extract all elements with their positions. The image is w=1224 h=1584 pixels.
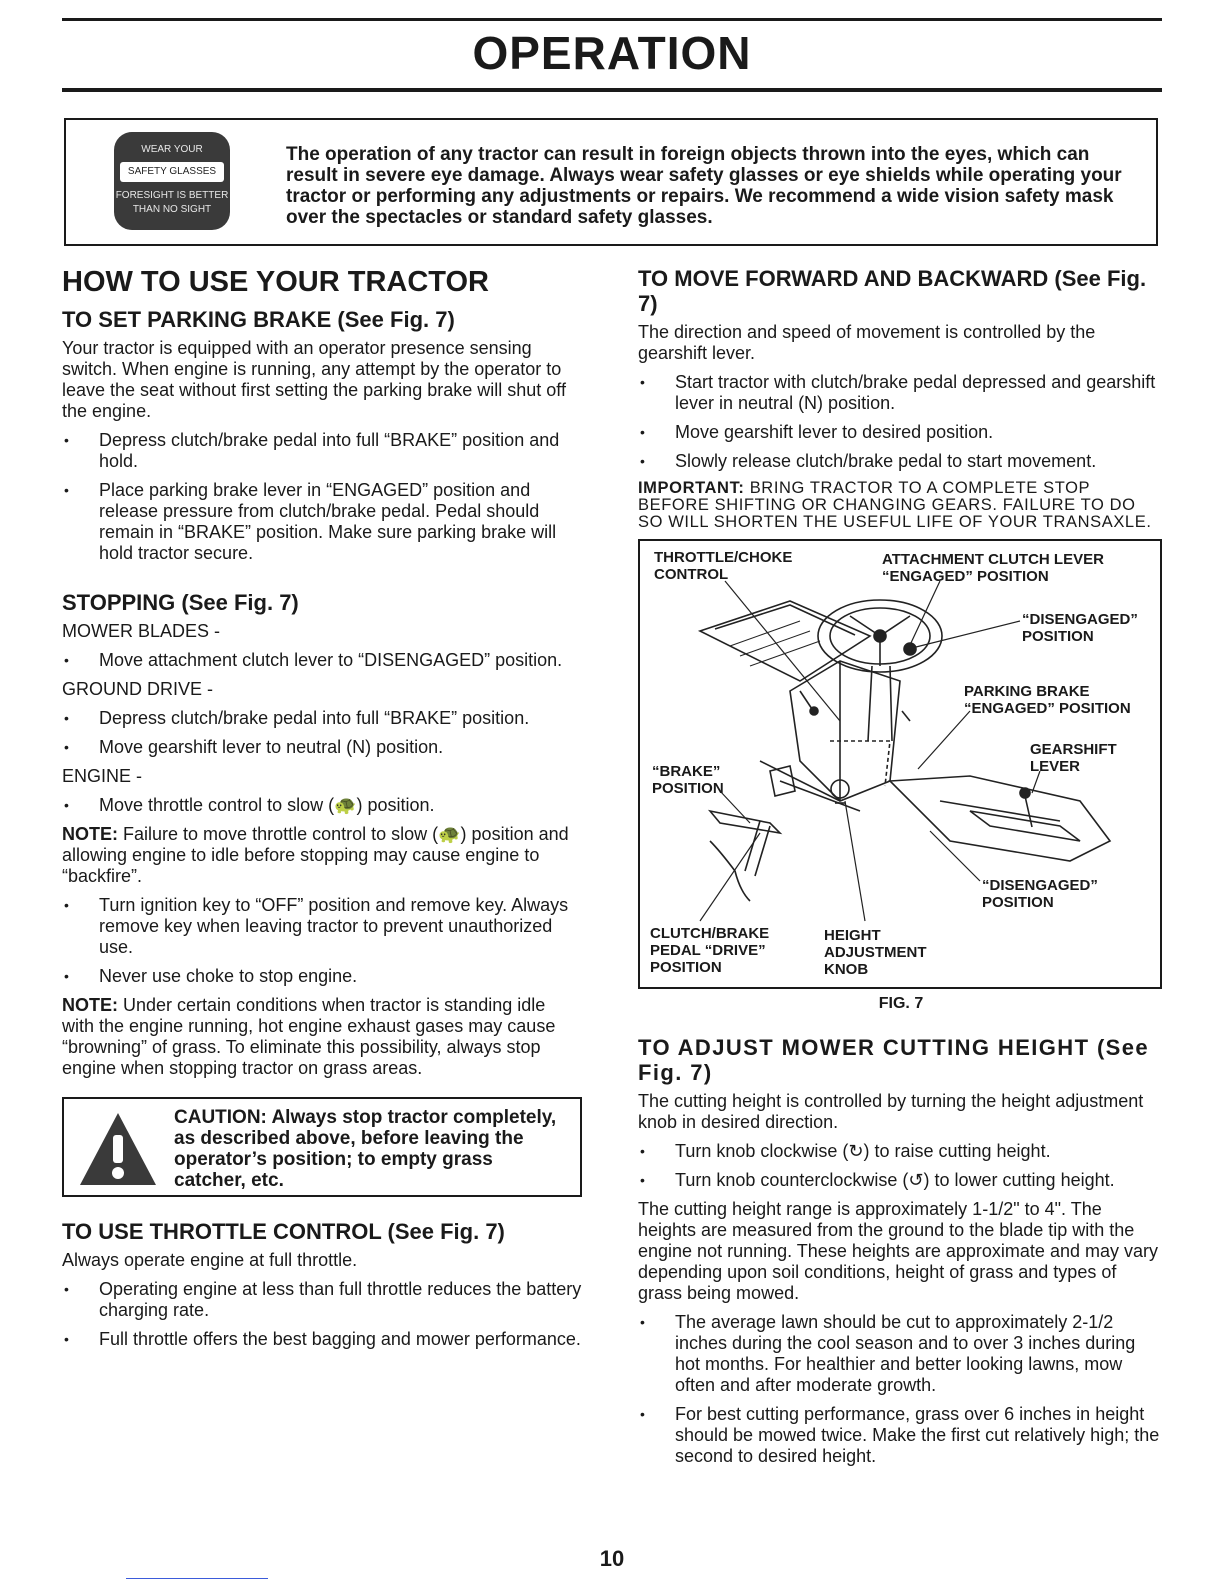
logo-bottom-text-1: FORESIGHT IS BETTER [115,190,229,201]
logo-top-text: WEAR YOUR [141,144,203,155]
safety-glasses-logo [114,132,230,230]
caution-text: CAUTION: Always stop tractor completely, as described above, before leaving the operator’s position; to empty grass catcher, etc. [174,1107,557,1191]
label-line: PEDAL “DRIVE” [650,942,766,959]
label-throttle-choke [654,549,792,583]
heading-forward-backward: TO MOVE FORWARD AND BACKWARD (See Fig. 7) [638,266,1147,316]
stopping-ground-bullet: • Depress clutch/brake pedal into full “BRAKE” position. [62,708,582,729]
safety-notice-text: The operation of any tractor can result in foreign objects thrown into the eyes, which can result in severe eye damage. Always wear safety glasses or eye shields while operating your tractor or performing any adjustments or repairs. We recommend a wide vision safety mask over the spectacles or standard safety glasses. [286,144,1122,228]
parking-brake-bullet: • Place parking brake lever in “ENGAGED” position and release pressure from clutch/brake pedal. Pedal should remain in “BRAKE” position. Make sure parking brake will hold tractor secure. [62,480,582,564]
label-line: THROTTLE/CHOKE [654,549,793,566]
label-line: POSITION [652,780,724,797]
cutting-height-intro: The cutting height is controlled by turning the height adjustment knob in desired direction. [638,1091,1144,1132]
logo-middle-text: SAFETY GLASSES [120,162,224,182]
stopping-engine-bullet: • Never use choke to stop engine. [62,966,582,987]
forward-intro: The direction and speed of movement is controlled by the gearshift lever. [638,322,1096,363]
cutting-height-bullet: • For best cutting performance, grass over 6 inches in height should be mowed twice. Make the first cut relatively high; the second to desired height. [638,1404,1164,1467]
label-line: “BRAKE” [652,763,721,780]
label-attachment-clutch [882,551,1104,585]
forward-bullet: • Slowly release clutch/brake pedal to start movement. [638,451,1164,472]
label-line: POSITION [982,894,1054,911]
important-notice [638,480,1164,531]
label-disengaged-2 [982,877,1098,911]
heading-cutting-height: TO ADJUST MOWER CUTTING HEIGHT (See Fig. 7) [638,1035,1150,1085]
warning-icon [78,1111,158,1187]
throttle-bullet: • Full throttle offers the best bagging and mower performance. [62,1329,582,1350]
footer-underline [126,1578,268,1579]
label-line: “DISENGAGED” [982,877,1098,894]
stopping-ground-bullet: • Move gearshift lever to neutral (N) position. [62,737,582,758]
throttle-bullet: • Operating engine at less than full throttle reduces the battery charging rate. [62,1279,582,1321]
heading-parking-brake: TO SET PARKING BRAKE (See Fig. 7) [62,307,455,332]
note-text: Under certain conditions when tractor is standing idle with the engine running, hot engine exhaust gases may cause “browning” of grass. To eliminate this possibility, always stop engine when stopping tractor on grass areas. [62,995,556,1078]
label-line: “ENGAGED” POSITION [882,568,1049,585]
label-line: ATTACHMENT CLUTCH LEVER [882,551,1104,568]
cutting-height-bullet: • The average lawn should be cut to approximately 2-1/2 inches during the cool season and to over 3 inches during hot months. For healthier and better looking lawns, mow often and after moderate growth. [638,1312,1164,1396]
label-line: PARKING BRAKE [964,683,1090,700]
note-label: NOTE: [62,824,118,844]
label-height-knob [824,927,927,978]
label-line: POSITION [1022,628,1094,645]
left-column [62,266,582,1358]
label-line: GEARSHIFT [1030,741,1117,758]
stopping-mower-label: MOWER BLADES - [62,621,221,641]
label-parking-brake [964,683,1131,717]
label-gearshift [1030,741,1117,775]
throttle-intro: Always operate engine at full throttle. [62,1250,358,1270]
label-clutch-brake-pedal [650,925,769,976]
label-line: CONTROL [654,566,729,583]
label-line: KNOB [824,961,869,978]
parking-brake-bullet: • Depress clutch/brake pedal into full “BRAKE” position and hold. [62,430,582,472]
forward-bullet: • Move gearshift lever to desired position. [638,422,1164,443]
important-text: BRING TRACTOR TO A COMPLETE STOP BEFORE SHIFTING OR CHANGING GEARS. FAILURE TO DO SO WILL SHORTEN THE USEFUL LIFE OF YOUR TRANSAXLE. [638,479,1152,531]
label-line: “ENGAGED” POSITION [964,700,1131,717]
title-rule [62,88,1162,92]
right-column [638,266,1164,1475]
section-heading-how-to-use: HOW TO USE YOUR TRACTOR [62,266,489,298]
label-disengaged-1 [1022,611,1138,645]
label-line: POSITION [650,959,722,976]
label-line: ADJUSTMENT [824,944,927,961]
figure-caption: FIG. 7 [878,995,924,1012]
label-line: “DISENGAGED” [1022,611,1138,628]
stopping-note-2 [62,995,582,1079]
stopping-mower-bullet: • Move attachment clutch lever to “DISENGAGED” position. [62,650,582,671]
cutting-height-range: The cutting height range is approximately 1-1/2" to 4". The heights are measured from the ground to the blade tip with the engine not running. These heights are approximate and may vary depending upon soil conditions, height of grass and types of grass being mowed. [638,1199,1158,1303]
caution-box [62,1097,582,1197]
important-label: IMPORTANT: [638,479,745,497]
stopping-engine-bullet: • Move throttle control to slow (🐢) position. [62,795,582,816]
forward-bullet: • Start tractor with clutch/brake pedal depressed and gearshift lever in neutral (N) position. [638,372,1164,414]
page-number: 10 [599,1546,625,1571]
top-rule [62,18,1162,21]
safety-notice [64,118,1158,246]
note-label: NOTE: [62,995,118,1015]
figure-7 [638,539,1162,989]
note-text: Failure to move throttle control to slow (🐢) position and allowing engine to idle before stopping may cause engine to “backfire”. [62,824,569,886]
page-title: OPERATION [472,27,752,79]
label-line: CLUTCH/BRAKE [650,925,770,942]
logo-bottom-text-2: THAN NO SIGHT [132,204,212,215]
stopping-engine-label: ENGINE - [62,766,143,786]
heading-stopping: STOPPING (See Fig. 7) [62,590,299,615]
cutting-height-bullet: • Turn knob counterclockwise (↺) to lower cutting height. [638,1170,1164,1191]
label-line: LEVER [1030,758,1081,775]
cutting-height-bullet: • Turn knob clockwise (↻) to raise cutting height. [638,1141,1164,1162]
stopping-ground-label: GROUND DRIVE - [62,679,214,699]
stopping-note-1 [62,824,582,887]
parking-brake-intro: Your tractor is equipped with an operator presence sensing switch. When engine is running, any attempt by the operator to leave the seat without first setting the parking brake will shut off the engine. [62,338,566,421]
label-line: HEIGHT [824,927,881,944]
label-brake-position [652,763,724,797]
stopping-engine-bullet: • Turn ignition key to “OFF” position and remove key. Always remove key when leaving tractor to prevent unauthorized use. [62,895,582,958]
heading-throttle: TO USE THROTTLE CONTROL (See Fig. 7) [62,1219,505,1244]
